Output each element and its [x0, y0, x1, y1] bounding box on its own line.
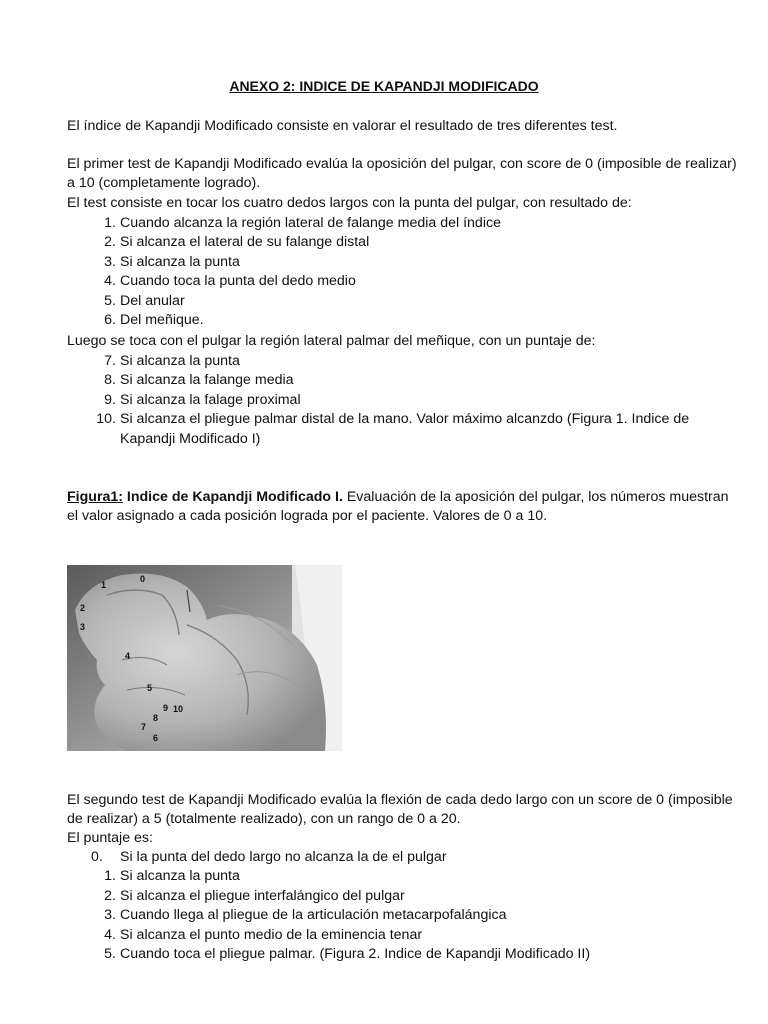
- figure1-text: Evaluación de la aposición del pulgar, los números muestran el valor asignado a cada posición lograda por el paciente. Valores de 0 a 10.: [67, 489, 729, 524]
- figure1-label: Figura1:: [67, 489, 123, 505]
- list-item: 2. Si alcanza el lateral de su falange distal: [104, 234, 370, 251]
- test1-description: El primer test de Kapandji Modificado evalúa la oposición del pulgar, con score de 0 (imposible de realizar) a 10 (completamente logrado).: [67, 156, 737, 191]
- marker-9: 9: [163, 703, 169, 713]
- test2-description: El segundo test de Kapandji Modificado evalúa la flexión de cada dedo largo con un score de 0 (imposible de realizar) a 5 (totalmente realizado), con un rango de 0 a 20.: [67, 792, 733, 827]
- figure1-title: Indice de Kapandji Modificado I.: [122, 489, 343, 505]
- intro-paragraph: El índice de Kapandji Modificado consiste en valorar el resultado de tres diferentes test.: [67, 118, 618, 134]
- list-item: 8. Si alcanza la falange media: [104, 372, 294, 389]
- list-item: 3. Si alcanza la punta: [104, 253, 240, 270]
- figure1-caption: [67, 488, 737, 526]
- page-title: ANEXO 2: INDICE DE KAPANDJI MODIFICADO: [229, 78, 539, 94]
- list-item: 6. Del meñique.: [104, 312, 204, 329]
- list-item: 5. Cuando toca el pliegue palmar. (Figura 2. Indice de Kapandji Modificado II): [104, 946, 591, 963]
- test2-score-intro: El puntaje es:: [67, 830, 153, 846]
- marker-7: 7: [141, 722, 147, 732]
- list-item: 7. Si alcanza la punta: [104, 353, 240, 369]
- marker-8: 8: [153, 713, 159, 723]
- list-item: 4. Si alcanza el punto medio de la eminencia tenar: [104, 926, 423, 943]
- list-item: 1. Si alcanza la punta: [104, 868, 240, 885]
- marker-1: 1: [101, 580, 107, 590]
- list-item: 4. Cuando toca la punta del dedo medio: [104, 273, 356, 290]
- list-item: 9. Si alcanza la falage proximal: [104, 391, 301, 408]
- test1-list-a: [67, 214, 717, 330]
- marker-10: 10: [173, 704, 184, 714]
- list-item: 5. Del anular: [104, 292, 185, 309]
- test2-list: [67, 848, 717, 964]
- hand-photo: [67, 565, 342, 751]
- list-item: 2. Si alcanza el pliegue interfalángico del pulgar: [104, 887, 405, 904]
- test1-list-b: [67, 352, 727, 449]
- marker-2: 2: [80, 603, 86, 613]
- list-item: 10. Si alcanza el pliegue palmar distal de la mano. Valor máximo alcanzdo (Figura 1. Indice de Kapandji Modificado I): [96, 411, 690, 447]
- marker-4: 4: [125, 651, 131, 661]
- test1-instructions: El test consiste en tocar los cuatro dedos largos con la punta del pulgar, con resultado de:: [67, 195, 632, 211]
- test1-second-part: Luego se toca con el pulgar la región lateral palmar del meñique, con un puntaje de:: [67, 333, 596, 349]
- marker-0: 0: [140, 574, 146, 584]
- list-item: 0. Si la punta del dedo largo no alcanza la de el pulgar: [91, 849, 447, 865]
- list-item: 1. Cuando alcanza la región lateral de falange media del índice: [104, 215, 501, 231]
- marker-6: 6: [153, 733, 159, 743]
- marker-5: 5: [147, 683, 153, 693]
- list-item: 3. Cuando llega al pliegue de la articulación metacarpofalángica: [104, 907, 507, 924]
- marker-3: 3: [80, 622, 86, 632]
